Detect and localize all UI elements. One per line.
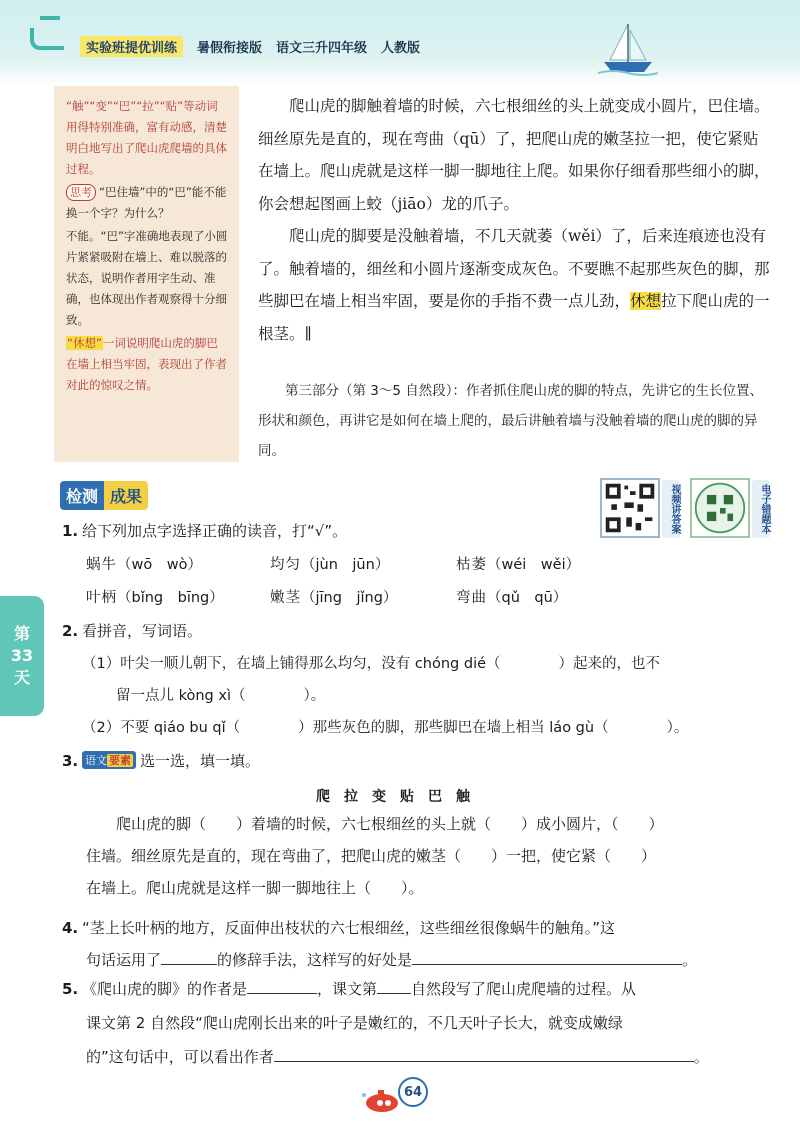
q4-number: 4. — [62, 919, 79, 937]
q1-options: （wéi wěi） — [487, 557, 581, 573]
question-5 — [62, 972, 772, 1074]
q2-line-2 — [116, 684, 776, 705]
q5-l1-b: ，课文第 — [317, 980, 378, 998]
page-number: 64 — [398, 1077, 428, 1107]
page-number-badge — [372, 1075, 432, 1111]
header-series: 暑假衔接版 — [197, 41, 263, 56]
q2-l2-a: 留一点儿 kòng xì（ — [116, 688, 246, 704]
submarine-icon — [360, 1085, 400, 1115]
passage-p2-a: 爬山虎的脚要是没触着墙，不几天就萎（wěi）了，后来连痕迹也没有了。触着墙的，细丝和小圆片逐渐变成灰色。不要瞧不起那些灰色的脚，那些脚巴在墙上相当牢固，要是你的手指不费一点儿劲， — [258, 227, 770, 310]
q2-l3-c: ）。 — [666, 720, 689, 736]
day-tab-2: 33 — [10, 646, 34, 665]
q1-options: （jīng jǐng） — [301, 590, 398, 606]
q1-item[interactable] — [270, 586, 397, 607]
q1-item[interactable] — [270, 553, 389, 574]
qr-label-video: 视频讲答案 — [662, 480, 680, 538]
header-brand: 实验班提优训练 — [80, 36, 183, 57]
header-title — [80, 36, 420, 57]
header-logo-mark — [30, 28, 64, 50]
q4-blank-rhetoric[interactable] — [161, 949, 217, 965]
annotation-box — [54, 86, 239, 462]
q1-options: （jùn jūn） — [301, 557, 390, 573]
word-bank: 爬拉变贴巴触 — [316, 789, 484, 805]
q5-blank-feeling[interactable] — [274, 1046, 694, 1062]
q1-options: （bǐng bīng） — [117, 590, 224, 606]
q3-passage — [86, 808, 776, 904]
question-4 — [62, 912, 772, 976]
q4-blank-benefit[interactable] — [412, 949, 682, 965]
section-label-a: 检测 — [60, 481, 104, 510]
reading-passage — [258, 90, 770, 350]
q3-number: 3. — [62, 752, 79, 770]
passage-highlight: 休想 — [630, 292, 662, 310]
q3-text: 选一选，填一填。 — [140, 752, 261, 770]
question-2 — [62, 620, 772, 641]
qr-label-errorbook: 电子错题本 — [752, 480, 770, 538]
q5-l1-c: 自然段写了爬山虎爬墙的过程。从 — [411, 980, 637, 998]
q1-word: 弯曲 — [456, 590, 487, 606]
q5-l3-b: 。 — [693, 1048, 709, 1066]
q4-l2-a: 句话运用了 — [86, 951, 162, 969]
q2-number: 2. — [62, 622, 79, 640]
badge-b: 要素 — [109, 754, 131, 767]
annotation-highlight: “休想” — [67, 336, 102, 350]
think-tag: 思考 — [66, 184, 96, 201]
annotation-p1: “触”“变”“巴”“拉”“贴”等动词用得特别准确，富有动感，清楚明白地写出了爬山虎爬墙的具体过程。 — [66, 99, 227, 176]
q1-number: 1. — [62, 522, 79, 540]
passage-p2-b: 拉下爬山虎的一根茎。∥ — [258, 292, 770, 343]
q2-line-3 — [82, 716, 782, 737]
q5-number: 5. — [62, 980, 79, 998]
q1-word: 嫩茎 — [270, 590, 301, 606]
q5-blank-author[interactable] — [247, 978, 317, 994]
q1-item[interactable] — [456, 586, 567, 607]
header-edition: 人教版 — [381, 41, 421, 56]
section-label-b: 成果 — [104, 481, 148, 510]
think-answer: 不能。“巴”字准确地表现了小圆片紧紧吸附在墙上、难以脱落的状态，说明作者用字生动、准确，也体现出作者观察得十分细致。 — [66, 229, 228, 327]
day-tab — [0, 596, 44, 716]
q2-l1-b: ）起来的，也不 — [558, 656, 661, 672]
q3-line-3: 在墙上。爬山虎就是这样一脚一脚地往上（ ）。 — [86, 879, 424, 897]
yuwen-yaosu-badge — [82, 751, 136, 769]
q1-item[interactable] — [456, 553, 580, 574]
q3-line-2: 住墙。细丝原先是直的，现在弯曲了，把爬山虎的嫩茎（ ）一把，使它紧（ ） — [86, 847, 657, 865]
passage-paragraph-1: 爬山虎的脚触着墙的时候，六七根细丝的头上就变成小圆片，巴住墙。细丝原先是直的，现在弯曲（qū）了，把爬山虎的嫩茎拉一把，使它紧贴在墙上。爬山虎就是这样一脚一脚地往上爬。如果你仔细看那些细小的脚，你会想起图画上蛟（jiāo）龙的爪子。 — [258, 97, 770, 213]
q4-l2-b: 的修辞手法，这样写的好处是 — [217, 951, 413, 969]
day-tab-3: 天 — [13, 668, 30, 687]
q1-word: 枯萎 — [456, 557, 487, 573]
q5-l1-a: 《爬山虎的脚》的作者是 — [82, 980, 248, 998]
question-1 — [62, 520, 772, 541]
q1-item[interactable] — [86, 553, 202, 574]
q4-l1: “茎上长叶柄的地方，反面伸出枝状的六七根细丝，这些细丝很像蜗牛的触角。”这 — [82, 919, 616, 937]
q1-text: 给下列加点字选择正确的读音，打“√”。 — [82, 522, 348, 540]
q2-l2-b: ）。 — [303, 688, 326, 704]
q5-l2: 课文第 2 自然段“爬山虎刚长出来的叶子是嫩红的，不几天叶子长大，就变成嫩绿 — [86, 1014, 623, 1032]
q4-l2-c: 。 — [682, 951, 698, 969]
section-summary: 第三部分（第 3～5 自然段）：作者抓住爬山虎的脚的特点，先讲它的生长位置、形状和颜色，再讲它是如何在墙上爬的，最后讲触着墙与没触着墙的爬山虎的脚的异同。 — [258, 383, 764, 459]
annotation-p2 — [66, 182, 229, 224]
q1-word: 均匀 — [270, 557, 301, 573]
day-tab-1: 第 — [13, 624, 30, 643]
q1-options: （qǔ qū） — [487, 590, 568, 606]
q1-word: 蜗牛 — [86, 557, 117, 573]
passage-paragraph-2 — [258, 220, 770, 350]
q2-text: 看拼音，写词语。 — [82, 622, 203, 640]
q1-options: （wō wò） — [117, 557, 202, 573]
q1-item[interactable] — [86, 586, 224, 607]
q1-word: 叶柄 — [86, 590, 117, 606]
badge-a: 语文 — [85, 754, 107, 767]
header-grade: 语文三升四年级 — [276, 41, 368, 56]
sailboat-icon — [598, 20, 658, 76]
q2-l3-a: （2）不要 qiáo bu qǐ（ — [82, 720, 241, 736]
q3-line-1 — [86, 808, 776, 840]
q2-line-1 — [82, 652, 782, 673]
annotation-p3 — [66, 333, 229, 396]
q5-blank-paragraph[interactable] — [377, 978, 411, 994]
think-question: “巴住墙”中的“巴”能不能换一个字？为什么？ — [66, 185, 227, 220]
annotation-p3-text: 一词说明爬山虎的脚巴在墙上相当牢固，表现出了作者对此的惊叹之情。 — [66, 336, 227, 392]
q5-l3-a: 的”这句话中，可以看出作者 — [86, 1048, 274, 1066]
q2-l1-a: （1）叶尖一顺儿朝下，在墙上铺得那么均匀，没有 chóng dié（ — [82, 656, 501, 672]
q2-l3-b: ）那些灰色的脚，那些脚巴在墙上相当 láo gù（ — [298, 720, 609, 736]
section-label — [60, 480, 148, 510]
q3-l1: 爬山虎的脚（ ）着墙的时候，六七根细丝的头上就（ ）成小圆片，（ ） — [116, 815, 664, 833]
question-3 — [62, 750, 772, 771]
